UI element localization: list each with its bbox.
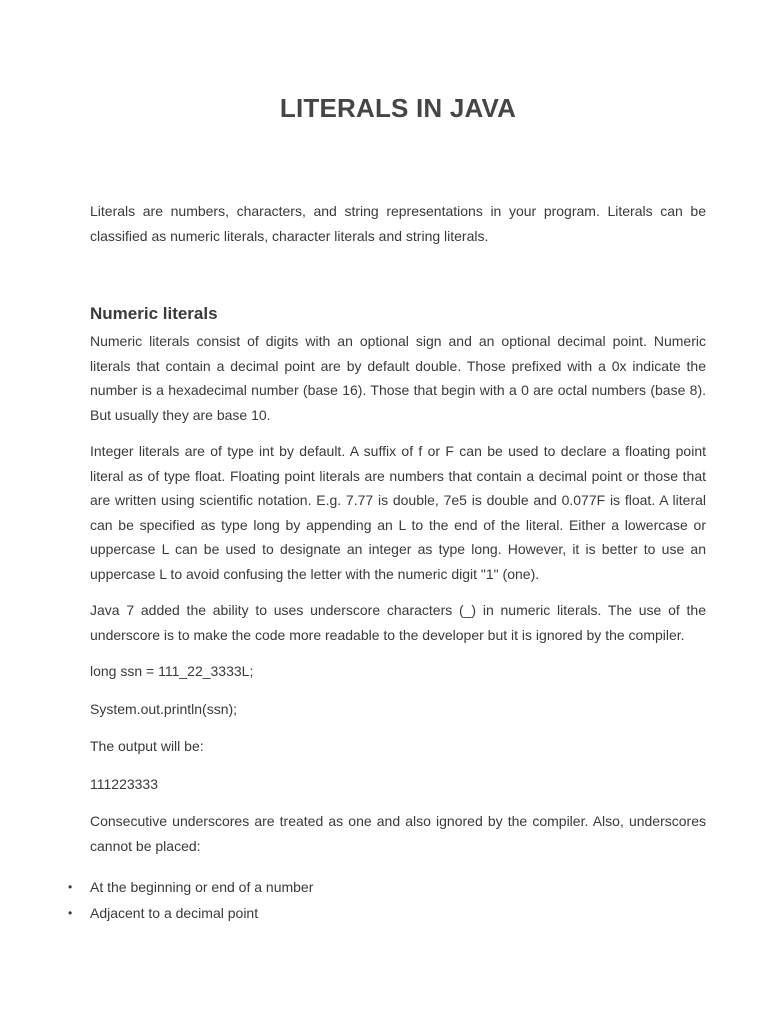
list-item-text: Adjacent to a decimal point: [90, 905, 259, 921]
code-line: System.out.println(ssn);: [90, 700, 238, 717]
code-line: The output will be:: [90, 738, 204, 754]
paragraph: Numeric literals consist of digits with an optional sign and an optional decimal point. Numeric literals that contain a decimal point are by default double. Those prefixed with a 0x indicate the number is a hexadecimal number (base 16). Those that begin with a 0 are octal numbers (base 8). But usually they are base 10.: [90, 333, 706, 423]
paragraph: Java 7 added the ability to uses underscore characters (_) in numeric literals. The use of the underscore is to make the code more readable to the developer but it is ignored by the compiler.: [90, 602, 706, 643]
bullet-list: [68, 874, 706, 926]
closing-paragraph: Consecutive underscores are treated as one and also ignored by the compiler. Also, underscores cannot be placed:: [90, 813, 706, 854]
list-item-text: At the beginning or end of a number: [90, 879, 314, 895]
list-item: [68, 874, 706, 900]
document-body: [68, 199, 706, 926]
bullet-icon: •: [68, 906, 73, 920]
list-item: [68, 900, 706, 926]
paragraph: Integer literals are of type int by default. A suffix of f or F can be used to declare a floating point literal as of type float. Floating point literals are numbers that contain a decimal point or those that are written using scientific notation. E.g. 7.77 is double, 7e5 is double and 0.077F is float. A literal can be specified as type long by appending an L to the end of the literal. Either a lowercase or uppercase L can be used to designate an integer as type long. However, it is better to use an uppercase L to avoid confusing the letter with the numeric digit "1" (one).: [90, 443, 706, 582]
code-line: 111223333: [90, 775, 158, 792]
intro-paragraph: Literals are numbers, characters, and string representations in your program. Literals can be classified as numeric literals, character literals and string literals.: [90, 203, 706, 244]
bullet-icon: •: [68, 880, 73, 894]
section-heading: Numeric literals: [90, 304, 218, 323]
code-line: long ssn = 111_22_3333L;: [90, 663, 254, 679]
page-title: LITERALS IN JAVA: [279, 93, 517, 123]
